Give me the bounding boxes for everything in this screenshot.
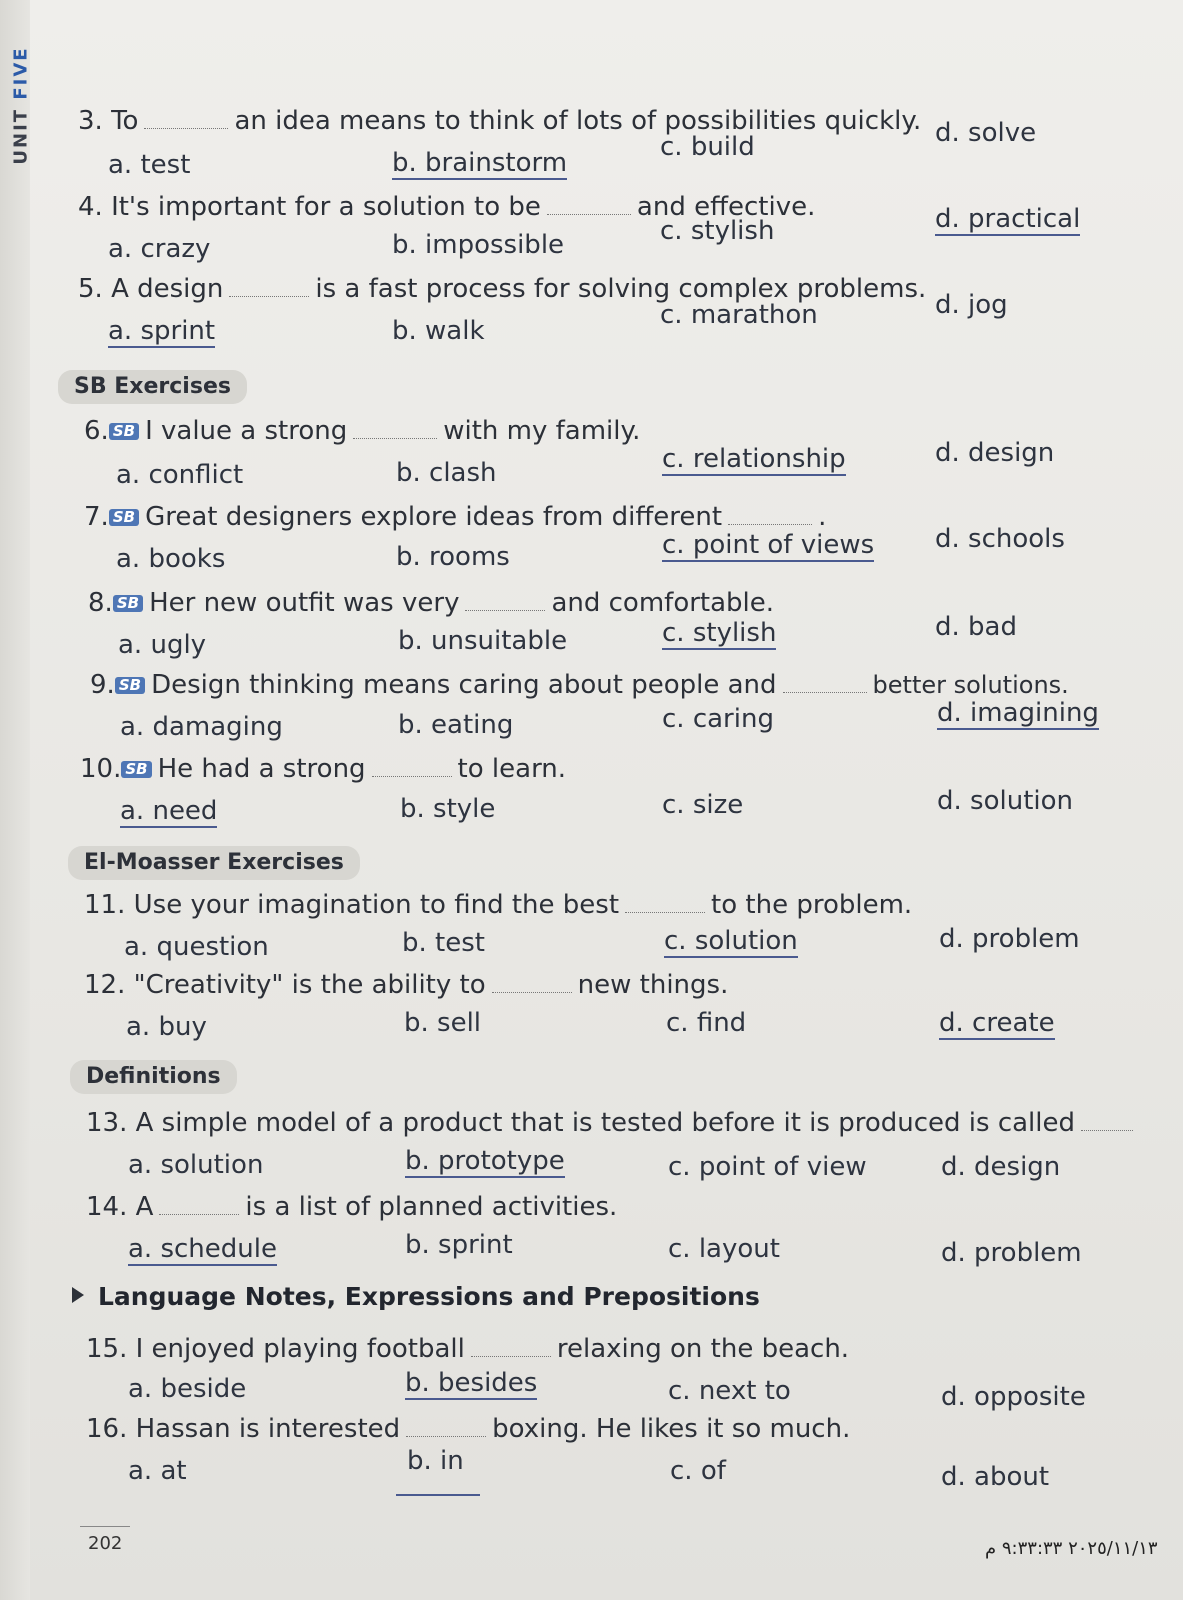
question-number: 10.	[80, 754, 122, 784]
question-stem: 11. Use your imagination to find the best	[84, 890, 620, 920]
question-number: 8.	[88, 588, 113, 618]
question-11	[84, 892, 912, 918]
option-b-answer: b. brainstorm	[392, 148, 568, 178]
answer-blank	[372, 756, 452, 777]
question-7	[84, 504, 826, 530]
option-b: b. walk	[392, 316, 485, 346]
option-d: d. opposite	[941, 1382, 1086, 1412]
sb-badge: SB	[109, 509, 139, 526]
question-tail: relaxing on the beach.	[556, 1334, 850, 1364]
question-number: 7.	[84, 502, 109, 532]
question-stem: 13. A simple model of a product that is tested before it is produced is called	[86, 1108, 1075, 1138]
section-language-notes	[72, 1282, 760, 1311]
answer-blank	[783, 672, 867, 693]
option-a: a. at	[128, 1456, 187, 1486]
unit-word: UNIT	[10, 107, 32, 165]
page-number-rule	[80, 1526, 130, 1527]
play-arrow-icon	[72, 1287, 84, 1303]
answer-blank	[159, 1194, 239, 1215]
question-tail: is a list of planned activities.	[245, 1192, 618, 1222]
option-c: c. layout	[668, 1234, 780, 1264]
option-c: c. build	[660, 132, 755, 162]
question-tail: with my family.	[443, 416, 641, 446]
option-c: c. find	[666, 1008, 747, 1038]
question-stem: Great designers explore ideas from different	[145, 502, 723, 532]
question-stem: Her new outfit was very	[149, 588, 460, 618]
option-d: d. design	[935, 438, 1055, 468]
question-tail: is a fast process for solving complex problems.	[315, 274, 927, 304]
option-c: c. size	[662, 790, 744, 820]
question-10	[80, 756, 566, 782]
option-c: c. marathon	[660, 300, 818, 330]
option-d: d. jog	[935, 290, 1008, 320]
question-stem: 4. It's important for a solution to be	[78, 192, 541, 222]
question-stem: He had a strong	[157, 754, 366, 784]
section-definitions: Definitions	[70, 1060, 237, 1094]
option-a: a. damaging	[120, 712, 283, 742]
option-a: a. conflict	[116, 460, 244, 490]
option-d-answer: d. imagining	[937, 698, 1099, 728]
option-b: b. unsuitable	[398, 626, 568, 656]
option-b: b. sprint	[405, 1230, 513, 1260]
question-13	[86, 1110, 1139, 1136]
option-c: c. of	[670, 1456, 726, 1486]
option-d-answer: d. practical	[935, 204, 1081, 234]
option-a-answer: a. schedule	[128, 1234, 277, 1264]
option-b-answer: b. in	[407, 1446, 464, 1476]
option-b: b. test	[402, 928, 485, 958]
option-b: b. eating	[398, 710, 514, 740]
answer-blank	[144, 108, 228, 129]
question-tail: to learn.	[457, 754, 567, 784]
option-a: a. beside	[128, 1374, 247, 1404]
page-number: 202	[88, 1533, 123, 1554]
answer-blank	[229, 276, 309, 297]
question-number: 9.	[90, 670, 115, 700]
option-a: a. test	[108, 150, 191, 180]
question-tail: .	[818, 502, 827, 532]
option-c-answer: c. relationship	[662, 444, 846, 474]
question-tail: boxing. He likes it so much.	[492, 1414, 851, 1444]
question-16	[86, 1416, 850, 1442]
option-a: a. ugly	[118, 630, 207, 660]
answer-blank	[625, 892, 705, 913]
answer-blank	[492, 972, 572, 993]
option-d: d. design	[941, 1152, 1061, 1182]
question-stem: 3. To	[78, 106, 139, 136]
question-12	[84, 972, 728, 998]
option-b-answer: b. besides	[405, 1368, 538, 1398]
question-stem: 16. Hassan is interested	[86, 1414, 401, 1444]
photo-timestamp: ٢٠٢٥/١١/١٣ ٩:٣٣:٣٣ م	[985, 1538, 1158, 1559]
question-number: 6.	[84, 416, 109, 446]
option-c: c. caring	[662, 704, 774, 734]
option-b-answer: b. prototype	[405, 1146, 565, 1176]
answer-blank	[465, 590, 545, 611]
question-tail: to the problem.	[711, 890, 913, 920]
option-d: d. schools	[935, 524, 1065, 554]
question-tail: and effective.	[636, 192, 816, 222]
option-b: b. rooms	[396, 542, 510, 572]
question-3	[78, 108, 921, 134]
answer-blank	[547, 194, 631, 215]
option-b: b. impossible	[392, 230, 565, 260]
option-c: c. stylish	[660, 216, 775, 246]
question-tail: new things.	[577, 970, 729, 1000]
question-stem: 12. "Creativity" is the ability to	[84, 970, 486, 1000]
option-b: b. clash	[396, 458, 497, 488]
question-stem: I value a strong	[145, 416, 348, 446]
answer-pen-underline	[396, 1494, 480, 1496]
option-c-answer: c. stylish	[662, 618, 777, 648]
question-stem: 14. A	[86, 1192, 154, 1222]
sb-badge: SB	[115, 677, 145, 694]
question-stem: Design thinking means caring about people and	[151, 670, 777, 700]
option-a: a. question	[124, 932, 269, 962]
option-d: d. bad	[935, 612, 1017, 642]
option-a: a. books	[116, 544, 226, 574]
option-c-answer: c. solution	[664, 926, 798, 956]
option-d: d. about	[941, 1462, 1050, 1492]
question-stem: 15. I enjoyed playing football	[86, 1334, 465, 1364]
answer-blank	[1081, 1110, 1133, 1131]
answer-blank	[471, 1336, 551, 1357]
question-15	[86, 1336, 849, 1362]
option-d: d. solution	[937, 786, 1073, 816]
option-b: b. style	[400, 794, 496, 824]
question-tail: better solutions.	[872, 671, 1069, 699]
unit-number: FIVE	[10, 46, 32, 100]
answer-blank	[406, 1416, 486, 1437]
sb-badge: SB	[113, 595, 143, 612]
page-edge	[0, 0, 30, 1600]
answer-blank	[353, 418, 437, 439]
question-tail: and comfortable.	[551, 588, 775, 618]
question-tail: an idea means to think of lots of possibilities quickly.	[234, 106, 922, 136]
answer-blank	[728, 504, 812, 525]
question-6	[84, 418, 640, 444]
option-a: a. crazy	[108, 234, 211, 264]
sb-badge: SB	[109, 423, 139, 440]
option-c: c. next to	[668, 1376, 791, 1406]
unit-side-tab	[11, 46, 32, 164]
option-b: b. sell	[404, 1008, 482, 1038]
option-d: d. solve	[935, 118, 1037, 148]
option-d-answer: d. create	[939, 1008, 1055, 1038]
question-9	[90, 672, 1069, 698]
question-8	[88, 590, 774, 616]
sb-badge: SB	[121, 761, 151, 778]
question-14	[86, 1194, 617, 1220]
option-a-answer: a. sprint	[108, 316, 216, 346]
option-a: a. buy	[126, 1012, 207, 1042]
section-sb-exercises: SB Exercises	[58, 370, 247, 404]
question-5	[78, 276, 926, 302]
option-c-answer: c. point of views	[662, 530, 875, 560]
option-a: a. solution	[128, 1150, 264, 1180]
option-a-answer: a. need	[120, 796, 218, 826]
option-d: d. problem	[939, 924, 1080, 954]
option-d: d. problem	[941, 1238, 1082, 1268]
question-stem: 5. A design	[78, 274, 224, 304]
section-el-moasser-exercises: El-Moasser Exercises	[68, 846, 360, 880]
section-title: Language Notes, Expressions and Prepositions	[98, 1282, 760, 1311]
option-c: c. point of view	[668, 1152, 867, 1182]
